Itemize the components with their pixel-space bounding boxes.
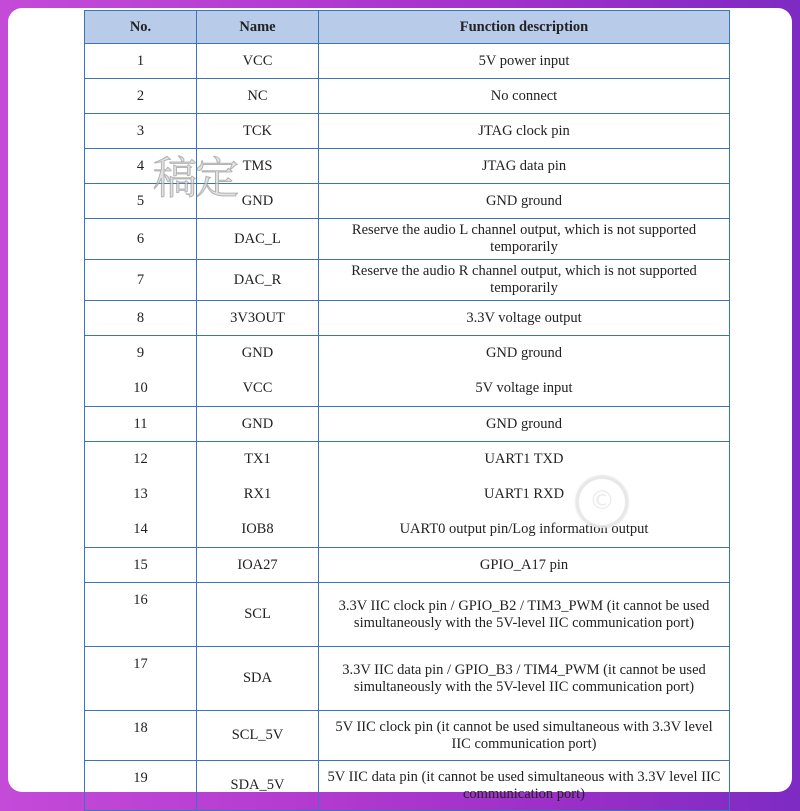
table-row [85,761,730,811]
cell-no: 5 [85,184,197,219]
cell-no: 9 [136,345,145,361]
table-row [85,79,730,114]
cell-no: 7 [85,260,197,301]
cell-no: 14 [133,521,148,537]
cell-name: VCC [197,44,319,79]
content-card [8,8,792,802]
cell-desc: JTAG clock pin [319,114,730,149]
cell-desc: UART1 TXD [484,451,564,467]
cell-no: 10 [133,380,148,396]
cell-name: TMS [197,149,319,184]
table-row [85,260,730,301]
cell-desc: GND ground [319,184,730,219]
cell-no: 18 [85,711,197,761]
cell-name: TX1 [244,451,271,467]
table-row [85,219,730,260]
cell-desc: 5V power input [319,44,730,79]
cell-no: 2 [85,79,197,114]
cell-name: GND [197,184,319,219]
cell-name: GND [241,345,274,361]
watermark: 稿定 [153,153,237,204]
cell-desc: Reserve the audio L channel output, which is not supported temporarily [319,219,730,260]
cell-desc: Reserve the audio R channel output, which is not supported temporarily [319,260,730,301]
cell-desc: JTAG data pin [319,149,730,184]
cell-name: SCL_5V [197,711,319,761]
cell-no: 13 [133,486,148,502]
cell-no: 15 [85,548,197,583]
cell-desc: 5V voltage input [475,380,573,396]
cell-desc-group [319,442,730,548]
cell-desc: 3.3V IIC clock pin / GPIO_B2 / TIM3_PWM (it cannot be used simultaneously with the 5V-level IIC communication port) [319,583,730,647]
cell-no-group [85,336,197,407]
cell-no: 16 [85,583,197,647]
cell-desc-group [319,336,730,407]
cell-no: 19 [85,761,197,811]
table-row [85,583,730,647]
cell-desc: 5V IIC clock pin (it cannot be used simultaneous with 3.3V level IIC communication port) [319,711,730,761]
cell-name: VCC [242,380,273,396]
cell-desc: GND ground [485,345,563,361]
cell-desc: GND ground [319,407,730,442]
table-row [85,711,730,761]
cell-name: SDA_5V [197,761,319,811]
cell-no: 3 [85,114,197,149]
cell-no: 17 [85,647,197,711]
cell-name: IOA27 [197,548,319,583]
header-name: Name [197,11,319,44]
cell-name: RX1 [243,486,272,502]
cell-name-group [197,442,319,548]
table-row [85,647,730,711]
cell-name: IOB8 [241,521,274,537]
cell-no-group [85,442,197,548]
table-row [85,301,730,336]
table-row [85,44,730,79]
cell-no: 8 [85,301,197,336]
cell-name: DAC_L [197,219,319,260]
copyright-icon: © [576,476,628,528]
cell-name: GND [197,407,319,442]
cell-desc: 5V IIC data pin (it cannot be used simultaneous with 3.3V level IIC communication port) [319,761,730,811]
table-row [85,548,730,583]
cell-name: TCK [197,114,319,149]
cell-desc: GPIO_A17 pin [319,548,730,583]
cell-desc: UART1 RXD [483,486,565,502]
cell-no: 4 [85,149,197,184]
cell-desc: 3.3V voltage output [319,301,730,336]
cell-name: DAC_R [197,260,319,301]
header-function: Function description [319,11,730,44]
table-row-group [85,336,730,407]
cell-no: 1 [85,44,197,79]
cell-no: 12 [133,451,148,467]
cell-name: SDA [197,647,319,711]
cell-desc: 3.3V IIC data pin / GPIO_B3 / TIM4_PWM (it cannot be used simultaneously with the 5V-level IIC communication port) [319,647,730,711]
cell-no: 11 [85,407,197,442]
cell-name-group [197,336,319,407]
cell-no: 6 [85,219,197,260]
header-no: No. [85,11,197,44]
cell-name: NC [197,79,319,114]
table-header-row [85,11,730,44]
table-row [85,407,730,442]
cell-desc: No connect [319,79,730,114]
cell-name: 3V3OUT [197,301,319,336]
cell-name: SCL [197,583,319,647]
table-row-group [85,442,730,548]
pin-table [84,10,730,811]
cell-desc: UART0 output pin/Log information output [399,521,649,537]
